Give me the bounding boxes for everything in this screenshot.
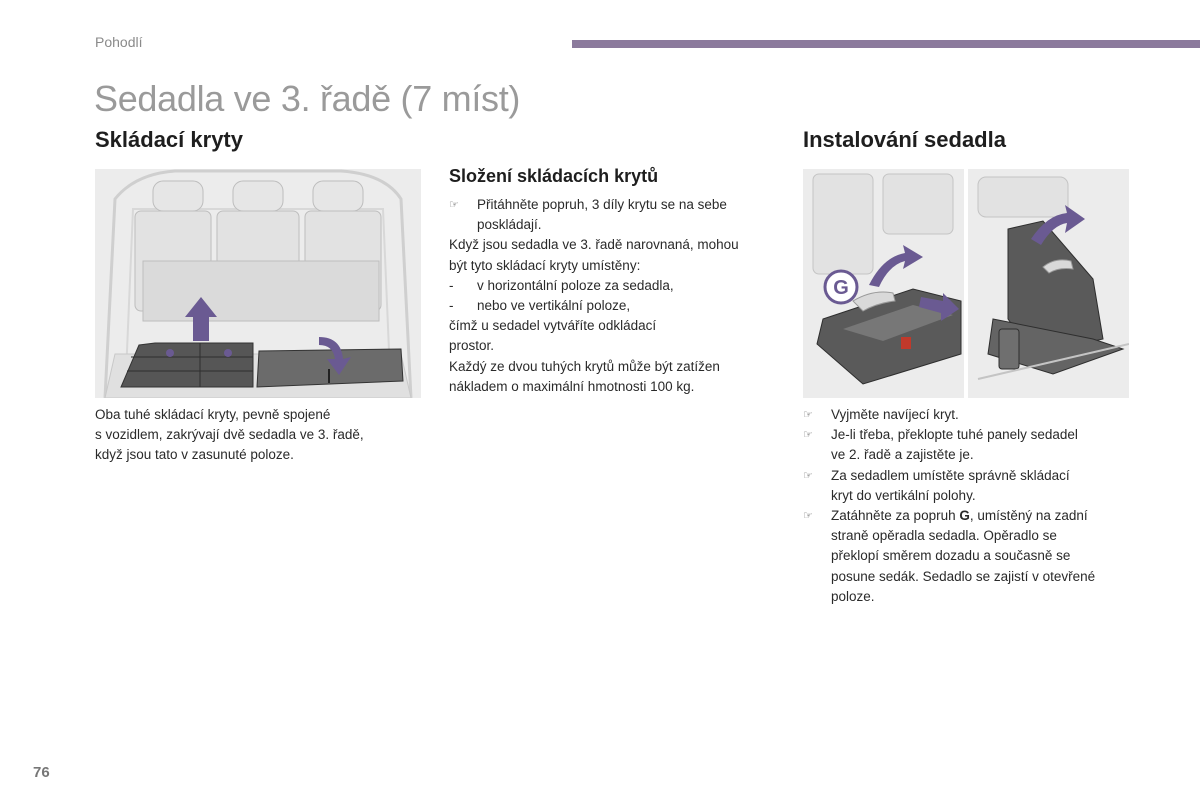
dash-item: - nebo ve vertikální poloze, bbox=[449, 298, 631, 314]
bullet-line: poloze. bbox=[831, 588, 875, 604]
left-caption bbox=[95, 405, 415, 466]
instruction-bullet bbox=[803, 425, 1143, 465]
header-rule bbox=[572, 40, 1200, 48]
bullet-line: ve 2. řadě a zajistěte je. bbox=[831, 447, 974, 463]
pointing-hand-icon: ☞ bbox=[803, 409, 813, 421]
page-title: Sedadla ve 3. řadě (7 míst) bbox=[94, 78, 521, 119]
bullet-line: překlopí směrem dozadu a současně se bbox=[831, 548, 1071, 564]
label-g: G bbox=[833, 277, 849, 299]
text-line: nákladem o maximální hmotnosti 100 kg. bbox=[449, 378, 695, 394]
text-line: čímž u sedadel vytváříte odkládací bbox=[449, 318, 657, 334]
bullet-line: Přitáhněte popruh, 3 díly krytu se na sebe bbox=[477, 197, 727, 212]
seat-install-figure bbox=[803, 169, 1129, 398]
dash-item: - v horizontální poloze za sedadla, bbox=[449, 277, 674, 293]
instruction-bullet bbox=[449, 195, 779, 235]
middle-text bbox=[449, 195, 779, 397]
instruction-bullet bbox=[803, 506, 1143, 607]
text-line: Každý ze dvou tuhých krytů může být zatížen bbox=[449, 358, 720, 374]
pointing-hand-icon: ☞ bbox=[449, 199, 459, 211]
bullet-line: straně opěradla sedadla. Opěradlo se bbox=[831, 528, 1057, 544]
bullet-line: Vyjměte navíjecí kryt. bbox=[831, 407, 959, 422]
text-line: Když jsou sedadla ve 3. řadě narovnaná, mohou bbox=[449, 237, 739, 253]
instruction-bullet bbox=[803, 466, 1143, 506]
caption-line: s vozidlem, zakrývají dvě sedadla ve 3. řadě, bbox=[95, 427, 364, 443]
right-text bbox=[803, 405, 1143, 607]
instruction-bullet bbox=[803, 405, 1143, 425]
bullet-line: poskládají. bbox=[477, 217, 542, 233]
pointing-hand-icon: ☞ bbox=[803, 429, 813, 442]
bullet-line: Za sedadlem umístěte správně skládací bbox=[831, 467, 1070, 483]
middle-heading: Složení skládacích krytů bbox=[449, 166, 659, 186]
bullet-line: kryt do vertikální polohy. bbox=[831, 487, 976, 503]
caption-line: Oba tuhé skládací kryty, pevně spojené bbox=[95, 407, 331, 422]
pointing-hand-icon: ☞ bbox=[803, 469, 813, 482]
caption-line: když jsou tato v zasunuté poloze. bbox=[95, 447, 294, 463]
section-label: Pohodlí bbox=[95, 34, 143, 50]
left-heading: Skládací kryty bbox=[95, 127, 243, 152]
right-heading: Instalování sedadla bbox=[803, 127, 1006, 152]
text-line: prostor. bbox=[449, 338, 495, 354]
page-number: 76 bbox=[33, 764, 50, 781]
bullet-line: posune sedák. Sedadlo se zajistí v otevřené bbox=[831, 568, 1096, 584]
bullet-line: Zatáhněte za popruh G, umístěný na zadní bbox=[831, 508, 1088, 524]
text-line: být tyto skládací kryty umístěny: bbox=[449, 257, 641, 273]
bullet-line: Je-li třeba, překlopte tuhé panely sedadel bbox=[831, 427, 1078, 443]
pointing-hand-icon: ☞ bbox=[803, 510, 813, 523]
folding-covers-figure bbox=[95, 169, 421, 398]
